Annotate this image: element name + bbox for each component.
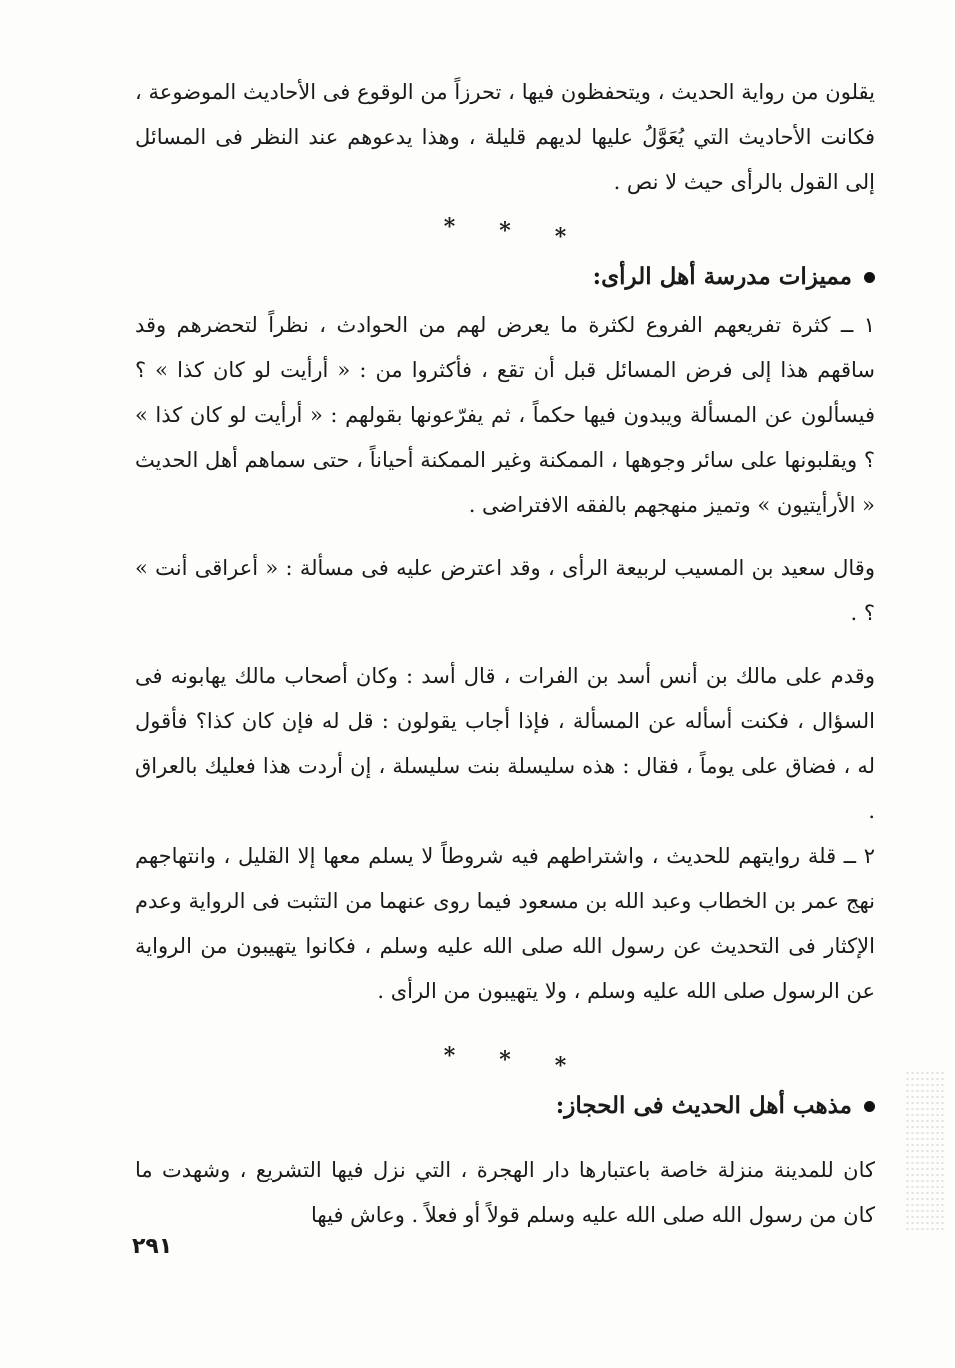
quote-paragraph: وقدم على مالك بن أنس أسد بن الفرات ، قال أسد : وكان أصحاب مالك يهابونه فى السؤال ، فكنت أسأله عن المسألة ، فإذا أجاب يقولون : قل له فإن كان كذا؟ فأقول له ، فضاق على يوماً ، فقال : هذه سليسلة بنت سليسلة ، إن أردت هذا فعليك بالعراق . [135, 664, 875, 823]
bullet-icon [864, 1101, 875, 1112]
page-number: ٢٩١ [132, 1234, 173, 1259]
point-one-paragraph: ١ ــ كثرة تفريعهم الفروع لكثرة ما يعرض لهم من الحوادث ، نظراً لتحضرهم وقد ساقهم هذا إلى فرض المسائل قبل أن تقع ، فأكثروا من : « أرأيت لو كان كذا » ؟فيسألون عن المسألة ويبدون فيها حكماً ، ثم يفرّعونها بقولهم : « أرأيت لو كان كذا » ؟ ويقلبونها على سائر وجوهها ، الممكنة وغير الممكنة أحياناً ، حتى سماهم أهل الحديث « الأرأيتيون » وتميز منهجهم بالفقه الافتراضى . [135, 313, 875, 517]
intro-paragraph: يقلون من رواية الحديث ، ويتحفظون فيها ، تحرزاً من الوقوع فى الأحاديث الموضوعة ، فكانت الأحاديث التي يُعَوَّلُ عليها لديهم قليلة ، وهذا يدعوهم عند النظر فى المسائل إلى القول بالرأى حيث لا نص . [135, 80, 875, 194]
closing-paragraph: كان للمدينة منزلة خاصة باعتبارها دار الهجرة ، التي نزل فيها التشريع ، وشهدت ما كان من رسول الله صلى الله عليه وسلم قولاً أو فعلاً . وعاش فيها [135, 1158, 875, 1227]
section-heading [135, 1082, 875, 1130]
separator-star: * [499, 1047, 511, 1073]
separator-star: * [443, 214, 456, 240]
separator-star: * [554, 1053, 567, 1079]
separator-star: * [554, 224, 567, 250]
section-separator [135, 207, 875, 250]
section-heading-text: مميزات مدرسة أهل الرأى: [592, 263, 852, 290]
bullet-icon [864, 272, 875, 283]
separator-star: * [443, 1043, 456, 1069]
page-content [135, 70, 875, 1238]
point-two-paragraph: ٢ ــ قلة روايتهم للحديث ، واشتراطهم فيه شروطاً لا يسلم معها إلا القليل ، وانتهاجهم نهج عمر بن الخطاب وعبد الله بن مسعود فيما روى عنهما من التثبت فى الرواية وعدم الإكثار فى التحديث عن رسول الله صلى الله عليه وسلم ، فكانوا يتهيبون من الرواية عن الرسول صلى الله عليه وسلم ، ولا يتهيبون من الرأى . [135, 844, 875, 1003]
separator-star: * [499, 218, 511, 244]
scan-speckle [905, 1070, 945, 1230]
section-separator [135, 1036, 875, 1079]
section-heading [135, 253, 875, 301]
section-heading-text: مذهب أهل الحديث فى الحجاز: [555, 1092, 852, 1119]
quote-paragraph: وقال سعيد بن المسيب لربيعة الرأى ، وقد اعترض عليه فى مسألة : « أعراقى أنت » ؟ . [135, 556, 875, 625]
